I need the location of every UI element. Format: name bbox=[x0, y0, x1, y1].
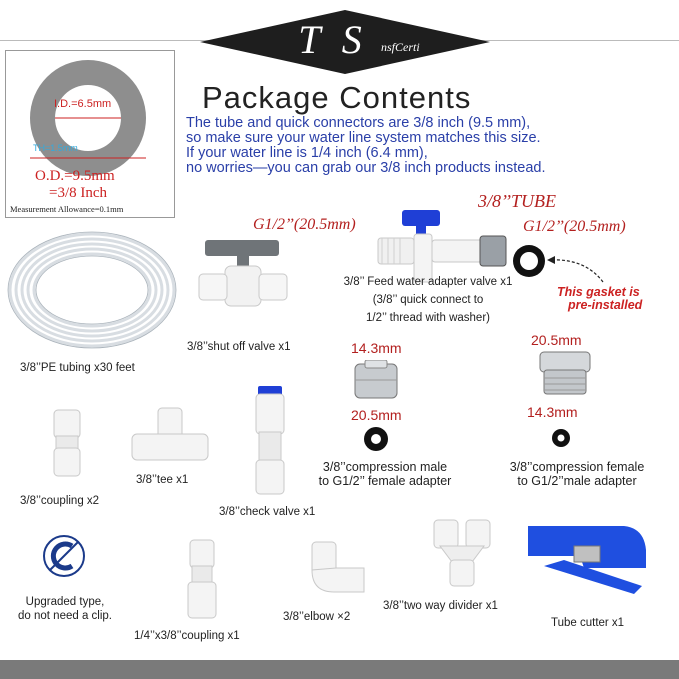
tube-cross-section bbox=[28, 58, 148, 178]
page-title: Package Contents bbox=[202, 80, 472, 115]
elbow-label: 3/8’’elbow ×2 bbox=[283, 611, 351, 623]
coupling-image bbox=[50, 408, 84, 478]
two-way-divider-label: 3/8’’two way divider x1 bbox=[383, 600, 498, 612]
gasket-note-1: This gasket is bbox=[557, 285, 640, 299]
compression-male-label-2: to G1/2’’ female adapter bbox=[318, 474, 452, 488]
logo-suffix: nsfCerti bbox=[381, 40, 420, 54]
feed-valve-label-3: 1/2’’ thread with washer) bbox=[365, 312, 490, 324]
tube-label: 3/8’’TUBE bbox=[478, 191, 556, 211]
upgraded-label-1: Upgraded type, bbox=[25, 596, 105, 608]
thread-right-label: G1/2’’(20.5mm) bbox=[523, 218, 626, 235]
inner-diameter-label: I.D.=6.5mm bbox=[54, 98, 112, 110]
compression-male-label-1: 3/8’’compression male bbox=[322, 460, 448, 474]
feed-water-adapter-image bbox=[372, 208, 512, 283]
coupling-label: 3/8’’coupling x2 bbox=[20, 495, 100, 507]
size-note-line-4: no worries—you can grab our 3/8 inch products instead. bbox=[186, 160, 546, 176]
pe-tubing-label: 3/8’’PE tubing x30 feet bbox=[20, 362, 135, 374]
tube-cutter-label: Tube cutter x1 bbox=[551, 617, 625, 629]
female-adapter-bottom-dimension: 14.3mm bbox=[527, 404, 578, 420]
pe-tubing-coil bbox=[5, 228, 180, 353]
no-clip-icon bbox=[42, 534, 86, 578]
compression-male-adapter-image bbox=[351, 360, 401, 402]
logo-text: T S bbox=[298, 17, 368, 62]
size-note-line-1: The tube and quick connectors are 3/8 inch (9.5 mm), bbox=[186, 115, 531, 131]
thread-left-label: G1/2’’(20.5mm) bbox=[253, 216, 356, 233]
feed-valve-label-1: 3/8’’ Feed water adapter valve x1 bbox=[343, 276, 513, 288]
elbow-image bbox=[306, 540, 366, 596]
tee-label: 3/8’’tee x1 bbox=[136, 474, 189, 486]
reducer-coupling-image bbox=[184, 538, 220, 620]
shutoff-valve-label: 3/8’’shut off valve x1 bbox=[187, 341, 291, 353]
compression-female-adapter-image bbox=[538, 350, 592, 396]
female-adapter-top-dimension: 20.5mm bbox=[531, 332, 582, 348]
male-adapter-bottom-dimension: 20.5mm bbox=[351, 407, 402, 423]
compression-female-label-2: to G1/2’’male adapter bbox=[517, 474, 637, 488]
check-valve-label: 3/8’’check valve x1 bbox=[219, 506, 316, 518]
size-note-line-2: so make sure your water line system matches this size. bbox=[186, 130, 541, 146]
two-way-divider-image bbox=[432, 518, 492, 588]
outer-diameter-label: O.D.=9.5mm bbox=[35, 168, 115, 184]
outer-diameter-inch: =3/8 Inch bbox=[49, 185, 108, 201]
male-adapter-top-dimension: 14.3mm bbox=[351, 340, 402, 356]
reducer-coupling-label: 1/4’’x3/8’’coupling x1 bbox=[134, 630, 240, 642]
upgraded-label-2: do not need a clip. bbox=[18, 610, 112, 622]
feed-valve-label-2: (3/8’’ quick connect to bbox=[372, 294, 484, 306]
bottom-bar bbox=[0, 660, 679, 679]
allowance-label: Measurement Allowance=0.1mm bbox=[10, 204, 124, 214]
gasket-arrow bbox=[545, 250, 605, 284]
compression-female-label-1: 3/8’’compression female bbox=[509, 460, 645, 474]
check-valve-image bbox=[252, 384, 288, 496]
gasket-note-2: pre-installed bbox=[568, 298, 643, 312]
tee-image bbox=[130, 406, 210, 468]
tube-cutter-image bbox=[524, 516, 654, 598]
shutoff-valve-image bbox=[195, 234, 295, 314]
thickness-label: TH=1.5mm bbox=[33, 143, 78, 153]
male-adapter-washer bbox=[363, 426, 389, 452]
size-note-line-3: If your water line is 1/4 inch (6.4 mm), bbox=[186, 145, 428, 161]
female-adapter-washer bbox=[551, 428, 571, 448]
gasket-image bbox=[511, 243, 547, 279]
